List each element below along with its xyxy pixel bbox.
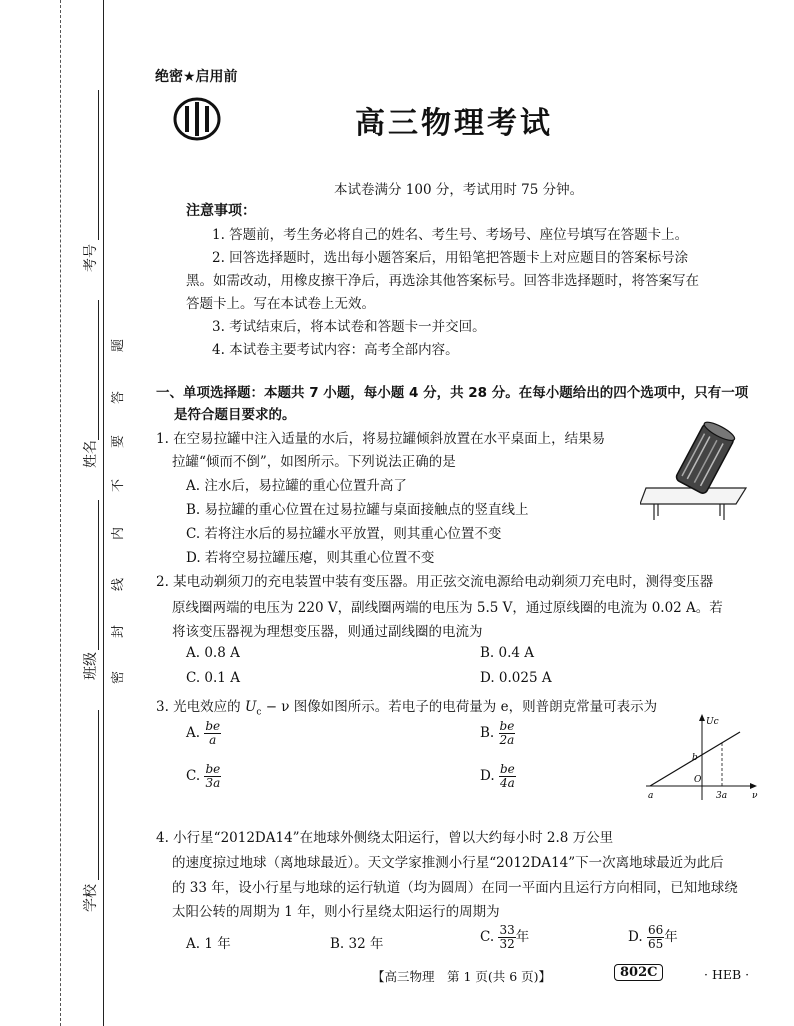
- frac-numerator: be: [205, 762, 221, 776]
- page-indicator: 【高三物理 第 1 页(共 6 页)】: [372, 969, 552, 984]
- q3-stem-pre: 3. 光电效应的: [156, 699, 245, 715]
- frac-denominator: 32: [499, 937, 515, 951]
- q4-option-b: B. 32 年: [330, 936, 384, 952]
- q1-option-c: C. 若将注水后的易拉罐水平放置，则其重心位置不变: [186, 526, 502, 542]
- frac-numerator: be: [205, 719, 221, 733]
- q4-stem-end: 太阳公转的周期为 1 年，则小行星绕太阳运行的周期为: [172, 904, 500, 920]
- seal-char: 要: [111, 434, 127, 449]
- q1-stem-cont: 拉罐“倾而不倒”，如图所示。下列说法正确的是: [172, 454, 456, 470]
- option-label: C.: [480, 929, 495, 945]
- frac-denominator: 3a: [205, 776, 221, 790]
- school-field[interactable]: [98, 710, 99, 880]
- seal-char: 封: [111, 624, 127, 639]
- intercept-b-label: b: [692, 753, 698, 763]
- uc-nu-graph: [640, 712, 760, 804]
- q4-stem-cont2: 的 33 年，设小行星与地球的运行轨道（均为圆周）在同一平面内且运行方向相同，已知地球绕: [172, 880, 738, 896]
- publisher-tag: · HEB ·: [704, 967, 750, 982]
- name-label: 姓名: [83, 440, 99, 468]
- seal-char: 内: [111, 526, 127, 541]
- q4-stem-cont: 的速度掠过地球（离地球最近）。天文学家推测小行星“2012DA14”下一次离地球最近为此后: [172, 855, 724, 871]
- q3-stem: [156, 695, 657, 718]
- q2-option-c: C. 0.1 A: [186, 670, 240, 686]
- section-heading-cont: 是符合题目要求的。: [174, 407, 296, 423]
- unit: 年: [515, 929, 530, 945]
- q4-option-d: [628, 924, 678, 951]
- unit: 年: [664, 929, 678, 945]
- class-label: 班级: [83, 652, 99, 680]
- seal-char: 密: [111, 670, 127, 685]
- q1-stem: 1. 在空易拉罐中注入适量的水后，将易拉罐倾斜放置在水平桌面上，结果易: [156, 431, 606, 447]
- notice-title: 注意事项：: [186, 203, 256, 219]
- q2-option-d: D. 0.025 A: [480, 670, 552, 686]
- q3-option-d: [480, 763, 516, 790]
- class-field[interactable]: [98, 500, 99, 650]
- q3-option-a: [186, 720, 221, 747]
- frac-numerator: 33: [499, 923, 515, 937]
- q4-option-a: A. 1 年: [186, 936, 231, 952]
- binding-margin: [60, 0, 150, 1026]
- seal-char: 不: [111, 478, 127, 493]
- frac-denominator: 2a: [499, 733, 515, 747]
- q3-stem-sub: c: [256, 707, 262, 718]
- q3-stem-var: U: [244, 699, 257, 715]
- paper-code: 802C: [614, 964, 663, 981]
- seal-char: 题: [111, 338, 127, 353]
- page-title: 高三物理考试: [355, 106, 553, 141]
- q1-option-d: D. 若将空易拉罐压瘪，则其重心位置不变: [186, 550, 435, 566]
- three-a-label: 3a: [716, 791, 728, 801]
- q2-stem-cont: 原线圈两端的电压为 220 V，副线圈两端的电压为 5.5 V，通过原线圈的电流为 0.02 A。若: [172, 600, 723, 616]
- section-heading: 一、单项选择题：本题共 7 小题，每小题 4 分，共 28 分。在每小题给出的四个选项中，只有一项: [156, 385, 749, 401]
- q3-option-c: [186, 763, 221, 790]
- q4-stem: 4. 小行星“2012DA14”在地球外侧绕太阳运行，曾以大约每小时 2.8 万公里: [156, 830, 614, 846]
- q1-option-a: A. 注水后，易拉罐的重心位置升高了: [186, 478, 407, 494]
- frac-denominator: 4a: [499, 776, 515, 790]
- frac-denominator: 65: [647, 937, 664, 951]
- exam-no-label: 考号: [83, 244, 99, 272]
- option-label: D.: [480, 768, 495, 784]
- seal-char: 答: [111, 390, 127, 405]
- exam-no-field[interactable]: [98, 90, 99, 240]
- option-label: D.: [628, 929, 643, 945]
- option-label: B.: [480, 725, 495, 741]
- school-label: 学校: [83, 884, 99, 912]
- q4-option-c: [480, 924, 529, 951]
- q2-stem: 2. 某电动剃须刀的充电装置中装有变压器。用正弦交流电源给电动剃须刀充电时，测得变压器: [156, 574, 714, 590]
- origin-label: O: [694, 775, 702, 785]
- notice-3: 3. 考试结束后，将本试卷和答题卡一并交回。: [212, 319, 486, 335]
- name-field[interactable]: [98, 300, 99, 440]
- notice-1: 1. 答题前，考生务必将自己的姓名、考生号、考场号、座位号填写在答题卡上。: [212, 227, 689, 243]
- option-label: C.: [186, 768, 201, 784]
- y-axis-label: Uc: [706, 717, 719, 727]
- q2-stem-end: 将该变压器视为理想变压器，则通过副线圈的电流为: [172, 624, 483, 640]
- notice-2-end: 答题卡上。写在本试卷上无效。: [186, 296, 375, 312]
- frac-numerator: be: [499, 762, 515, 776]
- intercept-a-label: a: [648, 791, 654, 801]
- q3-option-b: [480, 720, 515, 747]
- q3-stem-post: − ν 图像如图所示。若电子的电荷量为 e，则普朗克常量可表示为: [261, 699, 658, 715]
- option-label: A.: [186, 725, 201, 741]
- frac-numerator: be: [499, 719, 515, 733]
- q2-option-a: A. 0.8 A: [186, 645, 240, 661]
- confidential-label: 绝密★启用前: [155, 69, 238, 85]
- can-on-table-figure: [640, 412, 752, 524]
- publisher-logo: [172, 96, 222, 142]
- binding-line: [103, 0, 104, 1026]
- frac-numerator: 66: [647, 923, 664, 937]
- notice-2: 2. 回答选择题时，选出每小题答案后，用铅笔把答题卡上对应题目的答案标号涂: [212, 250, 689, 266]
- x-axis-label: ν: [752, 791, 758, 801]
- notice-4: 4. 本试卷主要考试内容：高考全部内容。: [212, 342, 459, 358]
- q1-option-b: B. 易拉罐的重心位置在过易拉罐与桌面接触点的竖直线上: [186, 502, 529, 518]
- frac-denominator: a: [209, 733, 217, 747]
- notice-2-cont: 黑。如需改动，用橡皮擦干净后，再选涂其他答案标号。回答非选择题时，将答案写在: [186, 273, 699, 289]
- seal-char: 线: [111, 577, 127, 592]
- q2-option-b: B. 0.4 A: [480, 645, 535, 661]
- score-line: 本试卷满分 100 分，考试用时 75 分钟。: [334, 182, 584, 198]
- cut-line: [60, 0, 61, 1026]
